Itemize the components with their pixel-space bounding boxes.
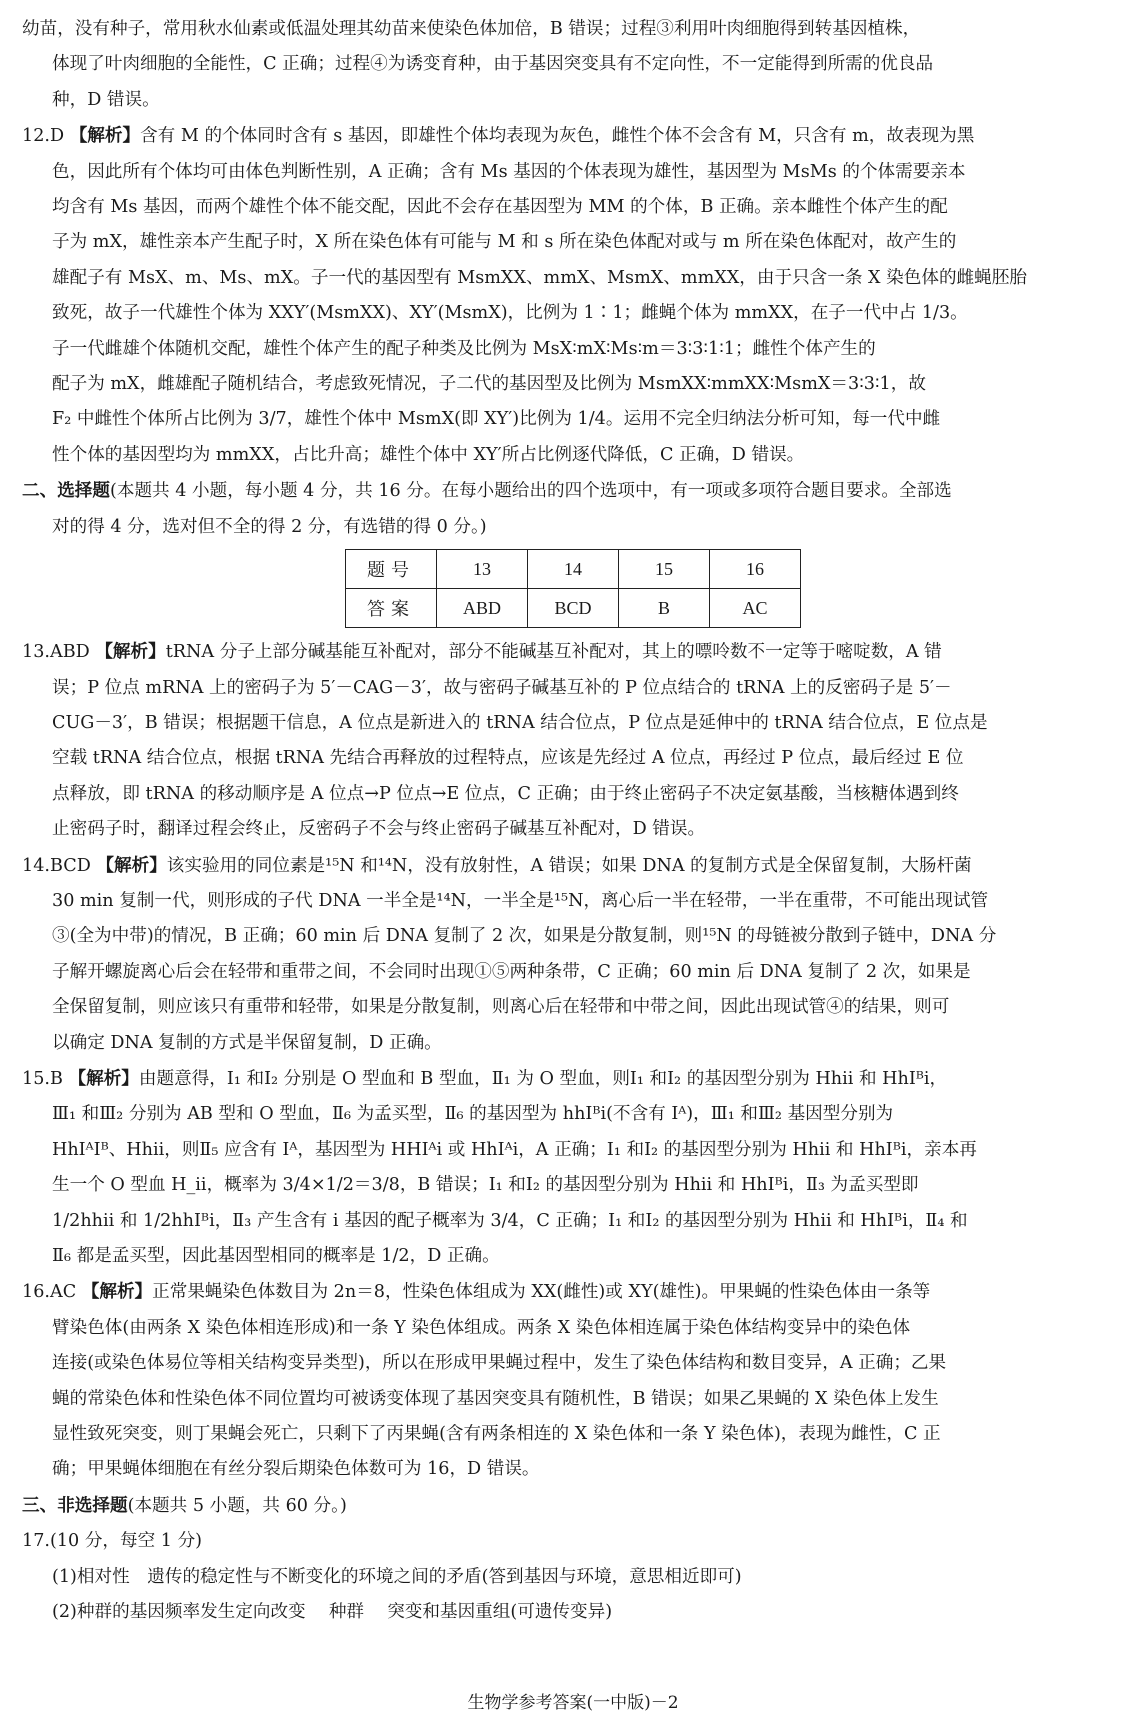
intro-paragraph <box>22 12 1124 118</box>
table-cell: 14 <box>528 550 619 589</box>
text-line: 显性致死突变，则丁果蝇会死亡，只剩下了丙果蝇(含有两条相连的 X 染色体和一条 Y 染色体)，表现为雌性，C 正 <box>52 1424 941 1445</box>
text-line: 种，D 错误。 <box>52 89 160 110</box>
section-2-heading <box>22 473 1124 545</box>
text-run: tRNA 分子上部分碱基能互补配对，部分不能碱基互补配对，其上的嘌呤数不一定等于嘧啶数，A 错 <box>165 642 942 663</box>
text-line: 性个体的基因型均为 mmXX，占比升高；雄性个体中 XY′所占比例逐代降低，C 正确，D 错误。 <box>52 444 805 465</box>
text-run: 正常果蝇染色体数目为 2n＝8，性染色体组成为 XX(雌性)或 XY(雄性)。甲果蝇的性染色体由一条等 <box>152 1282 931 1303</box>
answer-key: D <box>49 126 65 147</box>
text-line: 子解开螺旋离心后会在轻带和重带之间，不会同时出现①⑤两种条带，C 正确；60 min 后 DNA 复制了 2 次，如果是 <box>52 961 971 982</box>
text-run: 含有 M 的个体同时含有 s 基因，即雄性个体均表现为灰色，雌性个体不会含有 M，只含有 m，故表现为黑 <box>140 126 975 147</box>
text-line <box>22 848 1124 884</box>
section-title: 三、非选择题 <box>22 1494 128 1516</box>
table-cell: 15 <box>619 550 710 589</box>
text-line: 蝇的常染色体和性染色体不同位置均可被诱变体现了基因突变具有随机性，B 错误；如果乙果蝇的 X 染色体上发生 <box>52 1388 939 1409</box>
table-cell: 13 <box>437 550 528 589</box>
text-line: 连接(或染色体易位等相关结构变异类型)，所以在形成甲果蝇过程中，发生了染色体结构和数目变异，A 正确；乙果 <box>52 1353 947 1374</box>
text-line: 点释放，即 tRNA 的移动顺序是 A 位点→P 位点→E 位点，C 正确；由于终止密码子不决定氨基酸，当核糖体遇到终 <box>52 783 959 804</box>
answer-table <box>345 549 801 628</box>
text-run: 由题意得，Ⅰ₁ 和Ⅰ₂ 分别是 O 型血和 B 型血，Ⅱ₁ 为 O 型血，则Ⅰ₁ 和Ⅰ₂ 的基因型分别为 Hhii 和 HhIᴮi， <box>138 1068 948 1089</box>
text-line <box>22 118 1124 154</box>
text-line <box>22 1061 1124 1097</box>
question-14 <box>22 848 1124 1061</box>
text-line <box>22 634 1124 670</box>
table-cell: BCD <box>528 589 619 628</box>
section-3-heading <box>22 1488 1124 1524</box>
question-number: 12. <box>22 126 50 147</box>
text-line: Ⅲ₁ 和Ⅲ₂ 分别为 AB 型和 O 型血，Ⅱ₆ 为孟买型，Ⅱ₆ 的基因型为 hhIᴮi(不含有 Iᴬ)，Ⅲ₁ 和Ⅲ₂ 基因型分别为 <box>52 1104 894 1125</box>
question-12 <box>22 118 1124 473</box>
text-line: 致死，故子一代雄性个体为 XXY′(MsmXX)、XY′(MsmX)，比例为 1∶1；雌蝇个体为 mmXX，在子一代中占 1/3。 <box>52 303 968 324</box>
answer-item: (2)种群的基因频率发生定向改变 种群 突变和基因重组(可遗传变异) <box>52 1602 613 1623</box>
text-line: 全保留复制，则应该只有重带和轻带，如果是分散复制，则离心后在轻带和中带之间，因此出现试管④的结果，则可 <box>52 997 950 1018</box>
table-row <box>346 550 801 589</box>
text-line: 色，因此所有个体均可由体色判断性别，A 正确；含有 Ms 基因的个体表现为雄性，基因型为 MsMs 的个体需要亲本 <box>52 161 966 182</box>
text-line: F₂ 中雌性个体所占比例为 3/7，雄性个体中 MsmX(即 XY′)比例为 1/4。运用不完全归纳法分析可知，每一代中雌 <box>52 409 941 430</box>
answer-key: AC <box>49 1282 77 1303</box>
text-line <box>22 1488 1124 1524</box>
text-line: 确；甲果蝇体细胞在有丝分裂后期染色体数可为 16，D 错误。 <box>52 1459 540 1480</box>
question-number: 14. <box>22 855 50 876</box>
analysis-tag: 【解析】 <box>95 641 166 663</box>
question-13 <box>22 634 1124 847</box>
question-15 <box>22 1061 1124 1274</box>
analysis-tag: 【解析】 <box>68 1067 139 1089</box>
question-number: 16. <box>22 1282 50 1303</box>
page-footer: 生物学参考答案(一中版)－2 <box>467 1693 679 1713</box>
text-line: 雄配子有 MsX、m、Ms、mX。子一代的基因型有 MsmXX、mmX、MsmX、mmXX，由于只含一条 X 染色体的雌蝇胚胎 <box>52 267 1027 288</box>
analysis-tag: 【解析】 <box>96 854 167 876</box>
question-17 <box>22 1524 1124 1630</box>
text-run: 该实验用的同位素是¹⁵N 和¹⁴N，没有放射性，A 错误；如果 DNA 的复制方式是全保留复制，大肠杆菌 <box>166 855 972 876</box>
analysis-tag: 【解析】 <box>69 125 141 147</box>
text-line: 误；P 位点 mRNA 上的密码子为 5′－CAG－3′，故与密码子碱基互补的 P 位点结合的 tRNA 上的反密码子是 5′－ <box>52 677 952 698</box>
table-cell: B <box>619 589 710 628</box>
section-title: 二、选择题 <box>22 480 110 502</box>
table-cell: 16 <box>710 550 801 589</box>
text-line: 幼苗，没有种子，常用秋水仙素或低温处理其幼苗来使染色体加倍，B 错误；过程③利用叶肉细胞得到转基因植株， <box>22 19 921 39</box>
question-number: 13. <box>22 642 50 663</box>
text-line: 均含有 Ms 基因，而两个雄性个体不能交配，因此不会存在基因型为 MM 的个体，B 正确。亲本雌性个体产生的配 <box>52 197 948 218</box>
table-cell: ABD <box>437 589 528 628</box>
text-line: HhIᴬIᴮ、Hhii，则Ⅱ₅ 应含有 Iᴬ，基因型为 HHIᴬi 或 HhIᴬi，A 正确；Ⅰ₁ 和Ⅰ₂ 的基因型分别为 Hhii 和 HhIᴮi，亲本再 <box>52 1139 977 1160</box>
table-header-cell: 答案 <box>346 589 437 628</box>
text-line: 体现了叶肉细胞的全能性，C 正确；过程④为诱变育种，由于基因突变具有不定向性，不一定能得到所需的优良品 <box>52 54 934 75</box>
question-16 <box>22 1274 1124 1487</box>
text-line: 子一代雌雄个体随机交配，雄性个体产生的配子种类及比例为 MsX∶mX∶Ms∶m＝3∶3∶1∶1；雌性个体产生的 <box>52 338 876 359</box>
answer-key: BCD <box>49 855 91 876</box>
text-line: 1/2hhii 和 1/2hhIᴮi，Ⅱ₃ 产生含有 i 基因的配子概率为 3/4，C 正确；Ⅰ₁ 和Ⅰ₂ 的基因型分别为 Hhii 和 HhIᴮi，Ⅱ₄ 和 <box>52 1210 968 1231</box>
table-row <box>346 589 801 628</box>
section-description: (本题共 4 小题，每小题 4 分，共 16 分。在每小题给出的四个选项中，有一项或多项符合题目要求。全部选 <box>109 481 952 502</box>
text-line: 30 min 复制一代，则形成的子代 DNA 一半全是¹⁴N，一半全是¹⁵N，离心后一半在轻带，一半在重带，不可能出现试管 <box>52 890 989 911</box>
section-description: (本题共 5 小题，共 60 分。) <box>127 1495 347 1516</box>
text-line: CUG－3′，B 错误；根据题干信息，A 位点是新进入的 tRNA 结合位点，P 位点是延伸中的 tRNA 结合位点，E 位点是 <box>52 712 988 733</box>
text-line: Ⅱ₆ 都是孟买型，因此基因型相同的概率是 1/2，D 正确。 <box>52 1246 500 1266</box>
text-line: 配子为 mX，雌雄配子随机结合，考虑致死情况，子二代的基因型及比例为 MsmXX∶mmXX∶MsmX＝3∶3∶1，故 <box>52 374 926 395</box>
answer-key: B <box>49 1068 63 1089</box>
table-header-cell: 题号 <box>346 550 437 589</box>
text-line: 子为 mX，雄性亲本产生配子时，X 所在染色体有可能与 M 和 s 所在染色体配对或与 m 所在染色体配对，故产生的 <box>52 232 957 253</box>
answer-item: (1)相对性 遗传的稳定性与不断变化的环境之间的矛盾(答到基因与环境，意思相近即可) <box>52 1566 742 1587</box>
text-line: 生一个 O 型血 H_ii，概率为 3/4×1/2＝3/8，B 错误；Ⅰ₁ 和Ⅰ₂ 的基因型分别为 Hhii 和 HhIᴮi，Ⅱ₃ 为孟买型即 <box>52 1175 919 1196</box>
text-line: 对的得 4 分，选对但不全的得 2 分，有选错的得 0 分。) <box>52 516 487 537</box>
answer-key: ABD <box>49 642 90 663</box>
text-line <box>22 1274 1124 1310</box>
text-line: 臂染色体(由两条 X 染色体相连形成)和一条 Y 染色体组成。两条 X 染色体相连属于染色体结构变异中的染色体 <box>52 1317 911 1338</box>
question-number: 15. <box>22 1068 50 1089</box>
text-line: 以确定 DNA 复制的方式是半保留复制，D 正确。 <box>52 1032 442 1053</box>
text-line <box>22 473 1124 509</box>
question-header: 17.(10 分，每空 1 分) <box>22 1531 203 1552</box>
text-line: ③(全为中带)的情况，B 正确；60 min 后 DNA 复制了 2 次，如果是分散复制，则¹⁵N 的母链被分散到子链中，DNA 分 <box>52 926 997 947</box>
text-line: 止密码子时，翻译过程会终止，反密码子不会与终止密码子碱基互补配对，D 错误。 <box>52 819 706 840</box>
text-line: 空载 tRNA 结合位点，根据 tRNA 先结合再释放的过程特点，应该是先经过 A 位点，再经过 P 位点，最后经过 E 位 <box>52 748 964 769</box>
analysis-tag: 【解析】 <box>81 1281 153 1303</box>
table-cell: AC <box>710 589 801 628</box>
